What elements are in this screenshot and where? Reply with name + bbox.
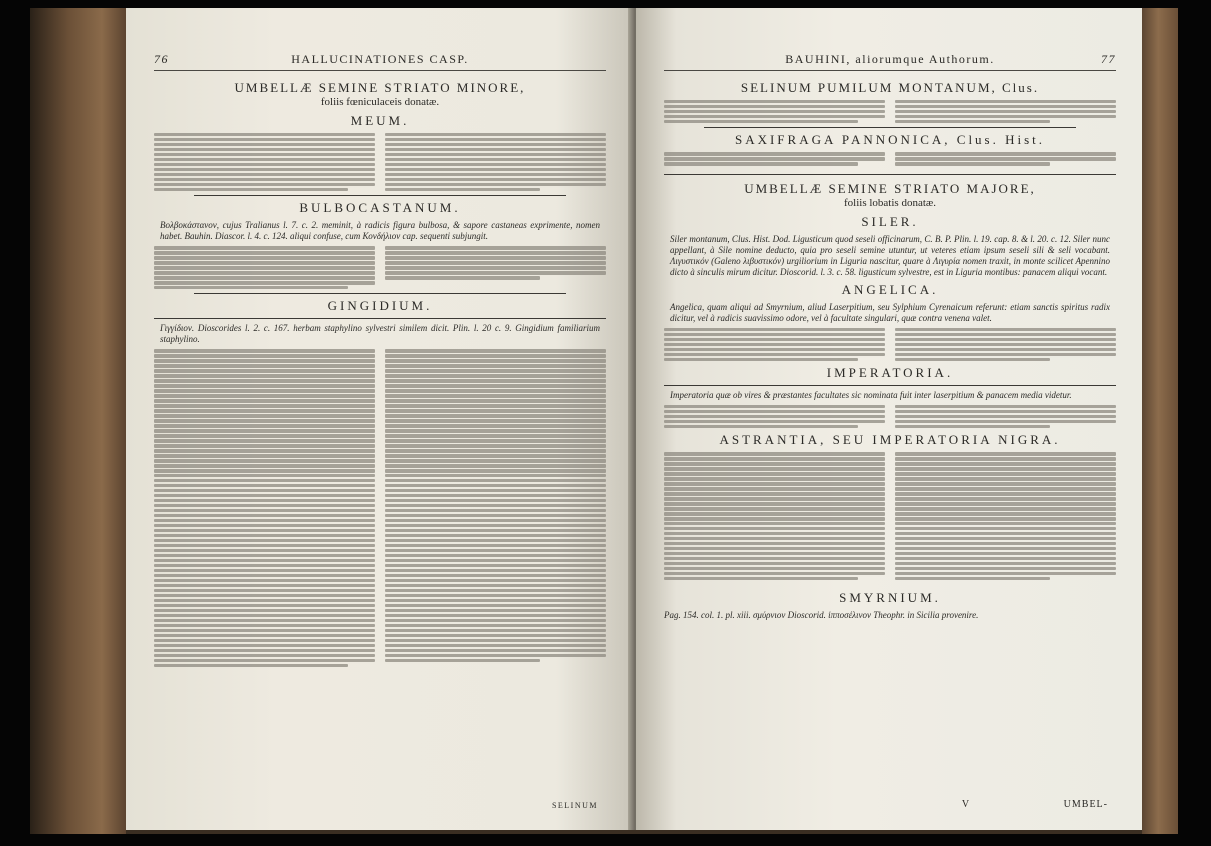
text-column [154,246,375,289]
section-rule [194,293,566,294]
text-column [895,405,1116,428]
imperatoria-text [664,405,1116,428]
gingidium-title: GINGIDIUM. [327,298,433,314]
right-content [664,80,1116,816]
text-column [664,452,885,580]
angelica-title: ANGELICA. [841,281,939,297]
selinum-text [664,100,1116,123]
angelica-intro: Angelica, quam aliqui ad Smyrnium, aliud Laserpitium, seu Sylphium Cyrenaicum referunt: etiam sanctis spiritus radix dicitur, vel à radicis suavissimo odore, vel à facultate singulari, quæ contra venena valet. [670,301,1110,323]
left-page-number: 76 [154,52,169,66]
left-running-head [154,52,606,71]
angelica-text [664,328,1116,361]
text-column [385,349,606,666]
gingidium-text [154,349,606,666]
right-running-head [664,52,1116,71]
imperatoria-title: IMPERATORIA. [826,364,954,380]
text-column [895,452,1116,580]
smyrnium-title: SMYRNIUM. [839,590,941,606]
astrantia-title: ASTRANTIA, SEU IMPERATORIA NIGRA. [719,432,1061,448]
catchword: UMBEL- [1063,799,1108,810]
text-column [385,246,606,289]
open-book [30,8,1178,834]
signature-mark: V [961,799,971,810]
umbellae-majore-subheading: foliis lobatis donatæ. [844,196,936,209]
left-content [154,80,606,816]
gingidium-intro: Γιγγίδιον. Dioscorides l. 2. c. 167. herbam staphylino sylvestri similem dicit. Plin. l. 20 c. 9. Gingidium familiarium staphylino. [160,323,600,345]
text-column [154,349,375,666]
book-cover-left [30,8,126,834]
right-running-title: BAUHINI, aliorumque Authorum. [785,52,995,66]
text-column [895,152,1116,165]
saxifraga-text [664,152,1116,165]
smyrnium-reference: Pag. 154. col. 1. pl. xiii. σμύρνιον Dioscorid. ἱπποσέλινον Theophr. in Sicilia provenire. [664,610,979,621]
bulbocastanum-text [154,246,606,289]
section-rule [664,174,1116,175]
section-rule [154,318,606,319]
astrantia-text [664,452,1116,580]
right-page-number: 77 [1101,52,1116,66]
section-rule [704,127,1076,128]
saxifraga-title: SAXIFRAGA PANNONICA, Clus. Hist. [734,132,1046,148]
text-column [895,328,1116,361]
meum-text [154,133,606,191]
umbellae-minore-subheading: foliis fœniculaceis donatæ. [320,96,440,108]
text-column [664,100,885,123]
section-rule [194,195,566,196]
bulbocastanum-title: BULBOCASTANUM. [299,200,461,216]
left-signature-catchword: SELINUM [551,801,598,810]
right-signature-catchword [962,799,1108,810]
meum-title: MEUM. [350,113,410,128]
umbellae-majore-heading: UMBELLÆ SEMINE STRIATO MAJORE, [744,180,1036,196]
umbellae-minore-heading: UMBELLÆ SEMINE STRIATO MINORE, [234,80,526,95]
text-column [895,100,1116,123]
siler-title: SILER. [861,213,919,229]
imperatoria-intro: Imperatoria quæ ob vires & præstantes facultates sic nominata fuit inter laserpitium & panacem media videtur. [670,389,1072,400]
left-page [126,8,632,830]
text-column [664,328,885,361]
bulbocastanum-intro: Βολβοκάστανον, cujus Tralianus l. 7. c. 2. meminit, à radicis figura bulbosa, & sapore castaneas exprimente, nomen habet. Bauhin. Diascor. l. 4. c. 124. aliqui confuse, cum Κονδήλιον cap. sequenti subjungit. [160,220,600,242]
section-rule [664,385,1116,386]
text-column [664,152,885,165]
text-column [664,405,885,428]
right-page [636,8,1142,830]
text-column [385,133,606,191]
siler-intro: Siler montanum, Clus. Hist. Dod. Ligusticum quod seseli officinarum, C. B. P. Plin. l. 19. cap. 8. & l. 20. c. 12. Siler nunc appellant, à Sile nomine deducto, quia pro seseli semine utuntur, ut veteres etiam ipsum seseli sili & seli vocabant. Λιγυστικόν (Galeno λιβυστικόν) urgiliorium in Liguria nascitur, quare à Λιγυρία nomen traxit, in monte scilicet Apennino dicto à sinculis mirum dicitur. Dioscorid. l. 3. c. 58. ligusticum sylvestre, est in Liguria montibus: panacem aliqui vocant. [670,233,1110,277]
left-running-title: HALLUCINATIONES CASP. [291,52,469,66]
selinum-title: SELINUM PUMILUM MONTANUM, Clus. [740,80,1040,95]
text-column [154,133,375,191]
book-cover-right [1142,8,1178,834]
